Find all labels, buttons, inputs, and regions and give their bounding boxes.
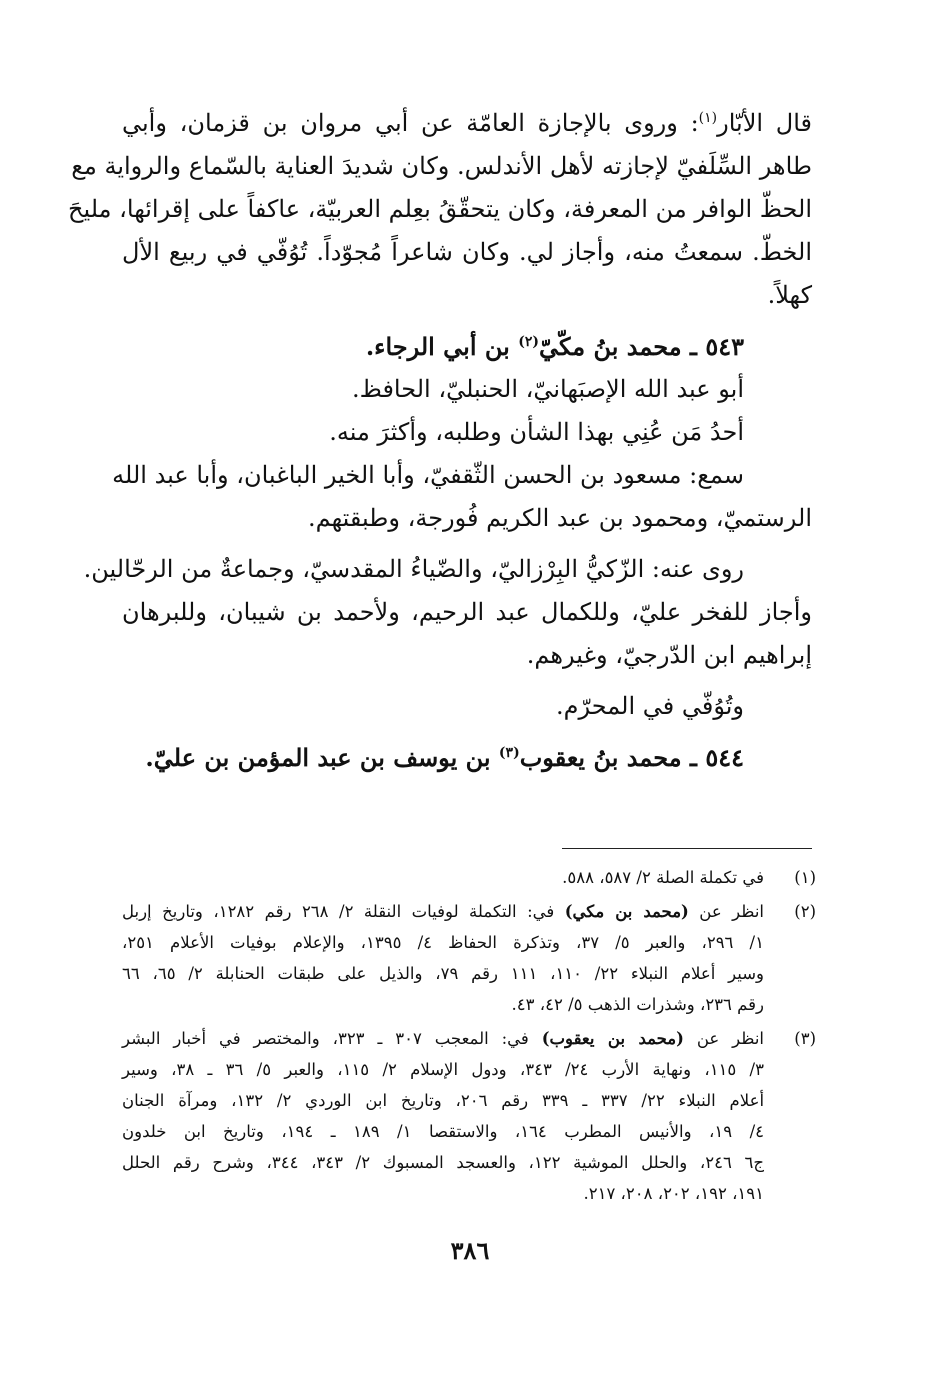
footnote-ref: (٣) xyxy=(498,745,520,761)
text-line: كهلاً. xyxy=(767,281,812,309)
text-line: أحدُ مَن عُنِي بهذا الشأن وطلبه، وأكثرَ منه. xyxy=(329,418,744,446)
footnote-line: ١/ ٢٩٦، والعبر ٥/ ٣٧، وتذكرة الحفاظ ٤/ ١٣٩٥، والإعلام بوفيات الأعلام ٢٥١، xyxy=(122,933,764,952)
text-line xyxy=(122,102,812,145)
footnote-line xyxy=(122,1023,764,1054)
footnote-line: أعلام النبلاء ٢٢/ ٣٣٧ ـ ٣٣٩ رقم ٢٠٦، وتاريخ ابن الوردي ٢/ ١٣٢، ومرآة الجنان xyxy=(122,1091,765,1110)
footnote-line: في تكملة الصلة ٢/ ٥٨٧، ٥٨٨. xyxy=(562,868,764,887)
footnote-text: انظر عن xyxy=(683,1029,764,1048)
main-text xyxy=(67,102,812,779)
footnote-line: ج٦ ٢٤٦، والحلل الموشية ١٢٢، والعسجد المسبوك ٢/ ٣٤٣، ٣٤٤، وشرح رقم الحلل xyxy=(122,1153,765,1172)
text-line: طاهر السِّلَفيّ لإجازته لأهل الأندلس. وكان شديدَ العناية بالسّماع والرواية مع xyxy=(71,152,812,180)
text-line: وأجاز للفخر عليّ، وللكمال عبد الرحيم، ولأحمد بن شيبان، وللبرهان xyxy=(122,598,812,626)
entry-heading-543 xyxy=(122,325,812,368)
footnotes xyxy=(122,862,816,1209)
entry-heading-544 xyxy=(122,736,812,779)
footnote-text: انظر عن xyxy=(688,902,764,921)
footnote-line: وسير أعلام النبلاء ٢٢/ ١١٠، ١١١ رقم ٧٩، والذيل على طبقات الحنابلة ٢/ ٦٥، ٦٦ xyxy=(122,964,764,983)
heading-text: بن أبي الرجاء. xyxy=(365,332,519,361)
footnote-line: ٤/ ١٩، والأنيس المطرب ١٦٤، والاستقصا ١/ ١٨٩ ـ ١٩٤، وتاريخ ابن خلدون xyxy=(122,1122,765,1141)
heading-text: ٥٤٣ ـ محمد بنُ مكّيّ xyxy=(538,332,744,361)
footnote-subject: (محمد بن مكي) xyxy=(564,902,689,921)
text-line: سمع: مسعود بن الحسن الثّقفيّ، وأبا الخير الباغبان، وأبا عبد الله xyxy=(112,461,744,489)
text-line: الحظّ الوافر من المعرفة، وكان يتحقّقُ بعِلم العربيّة، عاكفاً على إقرائها، مليحَ xyxy=(67,195,812,223)
footnote-line: ٣/ ١١٥، ونهاية الأرب ٢٤/ ٣٤٣، ودول الإسلام ٢/ ١١٥، والعبر ٥/ ٣٦ ـ ٣٨، وسير xyxy=(122,1060,764,1079)
footnote-ref: (٢) xyxy=(518,334,539,350)
footnote-line xyxy=(122,896,764,927)
heading-text: بن يوسف بن عبد المؤمن بن عليّ. xyxy=(145,743,499,772)
footnote-line: رقم ٢٣٦، وشذرات الذهب ٥/ ٤٢، ٤٣. xyxy=(511,995,764,1014)
text-line: روى عنه: الزّكيُّ البِرْزاليّ، والضّياءُ المقدسيّ، وجماعةٌ من الرحّالين. xyxy=(83,555,744,583)
footnote-2 xyxy=(122,896,816,1020)
footnote-1 xyxy=(122,862,816,893)
footnote-3 xyxy=(122,1023,816,1209)
footnote-ref: (١) xyxy=(698,110,718,126)
heading-text: ٥٤٤ ـ محمد بنُ يعقوب xyxy=(519,743,744,772)
footnote-number: (١) xyxy=(794,868,816,887)
footnote-number: (٢) xyxy=(794,902,816,921)
text-line: إبراهيم ابن الدّرجيّ، وغيرهم. xyxy=(526,641,812,669)
footnote-number: (٣) xyxy=(794,1029,816,1048)
text-run: : وروى بالإجازة العامّة عن أبي مروان بن قزمان، وأبي xyxy=(122,109,699,137)
page-number: ٣٨٦ xyxy=(450,1236,490,1265)
text-line: الخطّ. سمعتُ منه، وأجاز لي. وكان شاعراً مُجوّداً. تُوُفّي في ربيع الأل xyxy=(122,238,812,266)
footnote-line: ١٩١، ١٩٢، ٢٠٢، ٢٠٨، ٢١٧. xyxy=(583,1184,764,1203)
text-line: الرستميّ، ومحمود بن عبد الكريم فُورجة، وطبقتهم. xyxy=(308,504,812,532)
text-line: وتُوُفّي في المحرّم. xyxy=(556,692,744,720)
footnote-subject: (محمد بن يعقوب) xyxy=(541,1029,684,1048)
footnote-text: في: المعجب ٣٠٧ ـ ٣٢٣، والمختصر في أخبار البشر xyxy=(122,1029,542,1048)
text-run: قال الأبّار xyxy=(717,109,812,137)
footnote-separator xyxy=(562,848,812,849)
footnote-text: في: التكملة لوفيات النقلة ٢/ ٢٦٨ رقم ١٢٨٢، وتاريخ إربل xyxy=(122,902,565,921)
text-line: أبو عبد الله الإصبَهانيّ، الحنبليّ، الحافظ. xyxy=(352,375,744,403)
